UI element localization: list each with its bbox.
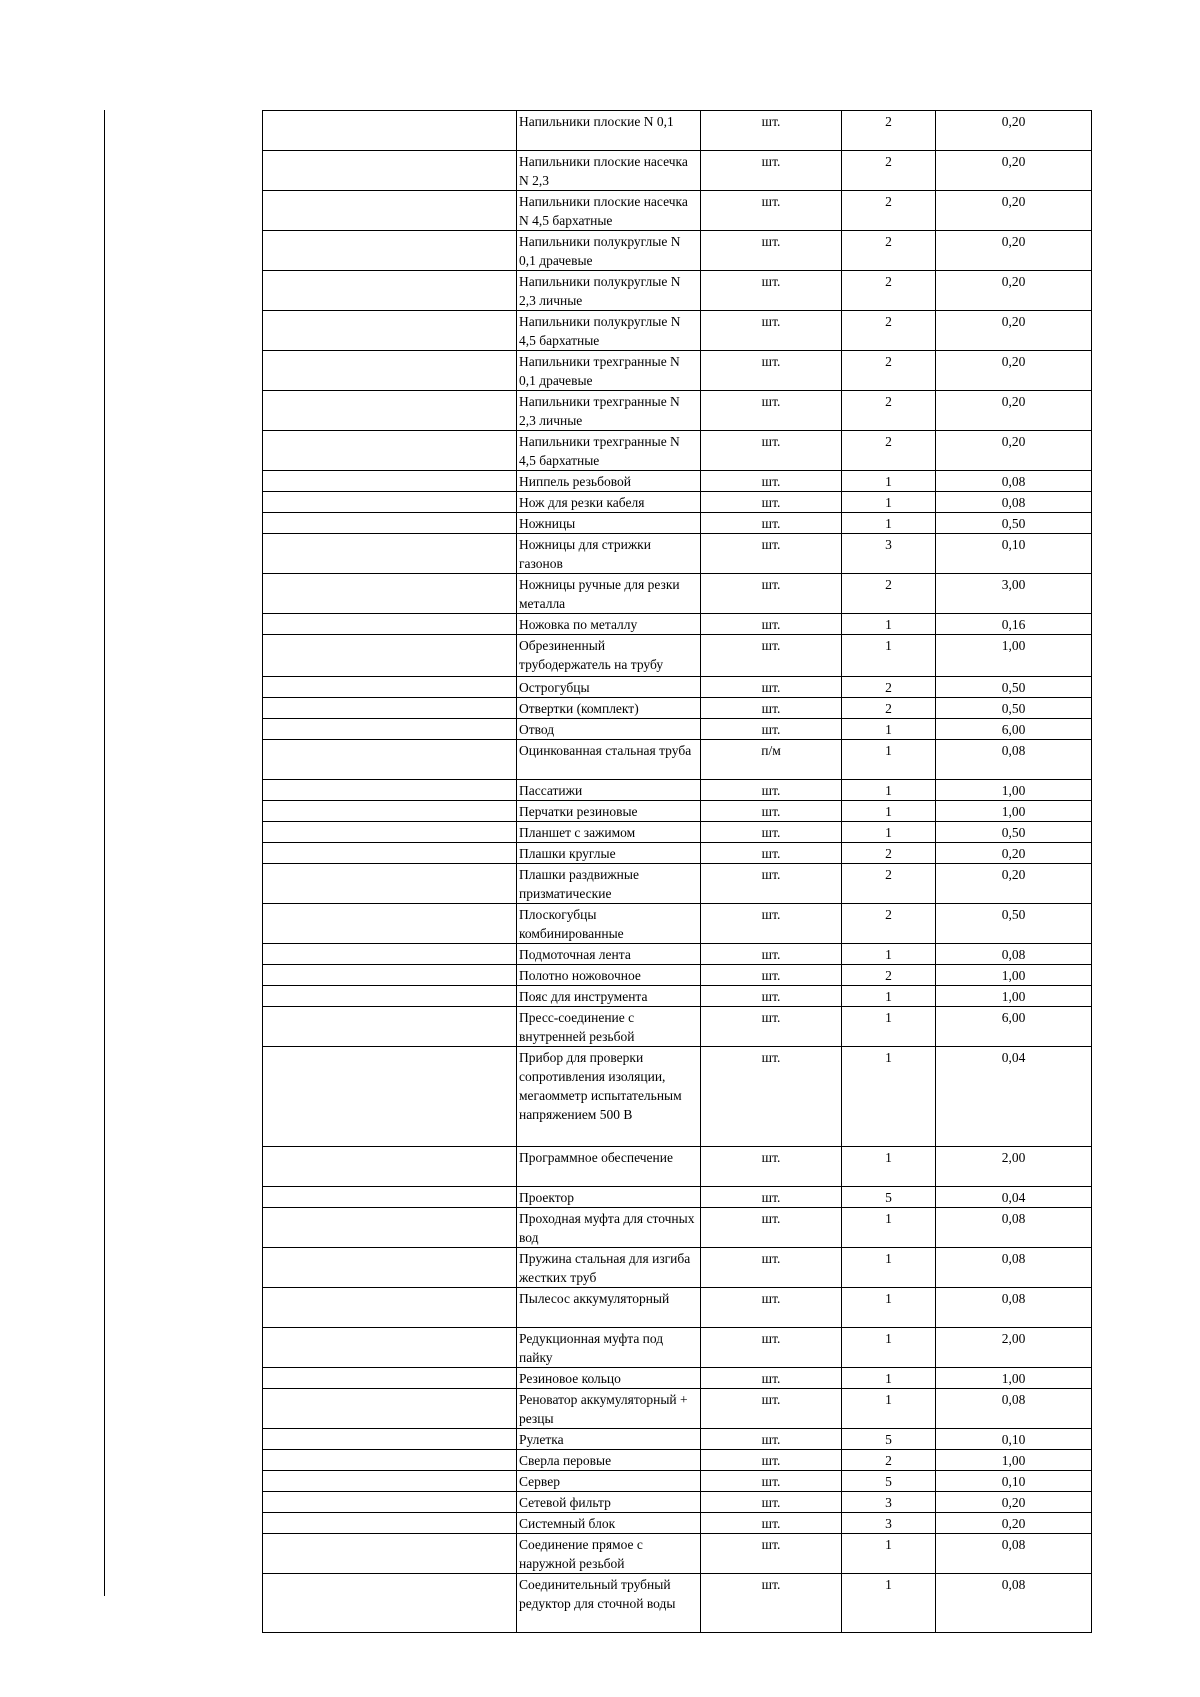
- unit-cell: шт.: [701, 351, 842, 391]
- item-name-cell: Пылесос аккумуляторный: [517, 1288, 701, 1328]
- table-row: [263, 1187, 1092, 1208]
- table-row: [263, 431, 1092, 471]
- value-cell: 0,04: [936, 1187, 1092, 1208]
- table-row: [263, 801, 1092, 822]
- table-row: [263, 1288, 1092, 1328]
- unit-cell: шт.: [701, 311, 842, 351]
- quantity-cell: 2: [842, 111, 936, 151]
- item-name-cell: Проектор: [517, 1187, 701, 1208]
- table-row: [263, 698, 1092, 719]
- value-cell: 0,20: [936, 271, 1092, 311]
- item-name-cell: Острогубцы: [517, 677, 701, 698]
- value-cell: 0,50: [936, 677, 1092, 698]
- item-name-cell: Программное обеспечение: [517, 1147, 701, 1187]
- table-row: [263, 351, 1092, 391]
- unit-cell: шт.: [701, 1288, 842, 1328]
- item-name-cell: Пресс-соединение с внутренней резьбой: [517, 1007, 701, 1047]
- row-blank-cell: [263, 1007, 517, 1047]
- unit-cell: шт.: [701, 471, 842, 492]
- row-blank-cell: [263, 677, 517, 698]
- unit-cell: шт.: [701, 843, 842, 864]
- table-row: [263, 513, 1092, 534]
- unit-cell: шт.: [701, 1574, 842, 1633]
- row-blank-cell: [263, 271, 517, 311]
- value-cell: 0,20: [936, 843, 1092, 864]
- value-cell: 0,10: [936, 1471, 1092, 1492]
- item-name-cell: Напильники плоские N 0,1: [517, 111, 701, 151]
- value-cell: 0,20: [936, 231, 1092, 271]
- row-blank-cell: [263, 1147, 517, 1187]
- quantity-cell: 1: [842, 1147, 936, 1187]
- value-cell: 0,20: [936, 311, 1092, 351]
- row-blank-cell: [263, 965, 517, 986]
- table-row: [263, 1492, 1092, 1513]
- quantity-cell: 1: [842, 944, 936, 965]
- quantity-cell: 1: [842, 614, 936, 635]
- quantity-cell: 1: [842, 1368, 936, 1389]
- item-name-cell: Отвертки (комплект): [517, 698, 701, 719]
- row-blank-cell: [263, 151, 517, 191]
- row-blank-cell: [263, 1368, 517, 1389]
- unit-cell: шт.: [701, 698, 842, 719]
- value-cell: 0,08: [936, 1288, 1092, 1328]
- table-row: [263, 822, 1092, 843]
- value-cell: 0,20: [936, 1492, 1092, 1513]
- value-cell: 0,08: [936, 944, 1092, 965]
- value-cell: 0,16: [936, 614, 1092, 635]
- quantity-cell: 5: [842, 1429, 936, 1450]
- unit-cell: шт.: [701, 1007, 842, 1047]
- quantity-cell: 5: [842, 1187, 936, 1208]
- item-name-cell: Пружина стальная для изгиба жестких труб: [517, 1248, 701, 1288]
- unit-cell: шт.: [701, 1534, 842, 1574]
- unit-cell: шт.: [701, 1208, 842, 1248]
- table-row: [263, 1513, 1092, 1534]
- item-name-cell: Сервер: [517, 1471, 701, 1492]
- row-blank-cell: [263, 1288, 517, 1328]
- table-row: [263, 471, 1092, 492]
- table-row: [263, 635, 1092, 677]
- value-cell: 0,20: [936, 391, 1092, 431]
- value-cell: 0,04: [936, 1047, 1092, 1147]
- quantity-cell: 1: [842, 1208, 936, 1248]
- value-cell: 0,08: [936, 492, 1092, 513]
- table-row: [263, 111, 1092, 151]
- table-row: [263, 1248, 1092, 1288]
- quantity-cell: 3: [842, 534, 936, 574]
- quantity-cell: 1: [842, 1328, 936, 1368]
- unit-cell: шт.: [701, 719, 842, 740]
- table-row: [263, 780, 1092, 801]
- value-cell: 0,20: [936, 864, 1092, 904]
- unit-cell: шт.: [701, 111, 842, 151]
- row-blank-cell: [263, 614, 517, 635]
- table-row: [263, 719, 1092, 740]
- table-row: [263, 1471, 1092, 1492]
- item-name-cell: Напильники трехгранные N 4,5 бархатные: [517, 431, 701, 471]
- value-cell: 1,00: [936, 780, 1092, 801]
- quantity-cell: 2: [842, 431, 936, 471]
- item-name-cell: Резиновое кольцо: [517, 1368, 701, 1389]
- item-name-cell: Оцинкованная стальная труба: [517, 740, 701, 780]
- quantity-cell: 2: [842, 864, 936, 904]
- value-cell: 0,20: [936, 431, 1092, 471]
- row-blank-cell: [263, 1187, 517, 1208]
- value-cell: 1,00: [936, 986, 1092, 1007]
- value-cell: 0,50: [936, 513, 1092, 534]
- quantity-cell: 1: [842, 740, 936, 780]
- unit-cell: шт.: [701, 801, 842, 822]
- quantity-cell: 3: [842, 1513, 936, 1534]
- unit-cell: шт.: [701, 513, 842, 534]
- unit-cell: шт.: [701, 492, 842, 513]
- unit-cell: шт.: [701, 986, 842, 1007]
- table-row: [263, 614, 1092, 635]
- row-blank-cell: [263, 822, 517, 843]
- unit-cell: шт.: [701, 1471, 842, 1492]
- row-blank-cell: [263, 111, 517, 151]
- quantity-cell: 1: [842, 1047, 936, 1147]
- item-name-cell: Плашки раздвижные призматические: [517, 864, 701, 904]
- table-row: [263, 311, 1092, 351]
- quantity-cell: 2: [842, 965, 936, 986]
- value-cell: 0,08: [936, 1248, 1092, 1288]
- quantity-cell: 1: [842, 1534, 936, 1574]
- table-row: [263, 574, 1092, 614]
- value-cell: 0,50: [936, 904, 1092, 944]
- unit-cell: шт.: [701, 1047, 842, 1147]
- value-cell: 0,10: [936, 534, 1092, 574]
- item-name-cell: Пассатижи: [517, 780, 701, 801]
- value-cell: 1,00: [936, 1368, 1092, 1389]
- row-blank-cell: [263, 351, 517, 391]
- row-blank-cell: [263, 864, 517, 904]
- value-cell: 0,50: [936, 698, 1092, 719]
- item-name-cell: Редукционная муфта под пайку: [517, 1328, 701, 1368]
- quantity-cell: 2: [842, 843, 936, 864]
- row-blank-cell: [263, 986, 517, 1007]
- unit-cell: шт.: [701, 1248, 842, 1288]
- quantity-cell: 2: [842, 904, 936, 944]
- value-cell: 6,00: [936, 1007, 1092, 1047]
- unit-cell: шт.: [701, 191, 842, 231]
- value-cell: 3,00: [936, 574, 1092, 614]
- unit-cell: шт.: [701, 574, 842, 614]
- quantity-cell: 2: [842, 191, 936, 231]
- unit-cell: шт.: [701, 1368, 842, 1389]
- row-blank-cell: [263, 1389, 517, 1429]
- row-blank-cell: [263, 1534, 517, 1574]
- row-blank-cell: [263, 635, 517, 677]
- unit-cell: шт.: [701, 1147, 842, 1187]
- table-row: [263, 391, 1092, 431]
- value-cell: 0,20: [936, 111, 1092, 151]
- inventory-table: [262, 110, 1092, 1633]
- unit-cell: шт.: [701, 431, 842, 471]
- unit-cell: шт.: [701, 864, 842, 904]
- quantity-cell: 2: [842, 271, 936, 311]
- item-name-cell: Сетевой фильтр: [517, 1492, 701, 1513]
- table-row: [263, 1328, 1092, 1368]
- quantity-cell: 2: [842, 574, 936, 614]
- table-row: [263, 740, 1092, 780]
- row-blank-cell: [263, 801, 517, 822]
- table-row: [263, 677, 1092, 698]
- table-row: [263, 1007, 1092, 1047]
- table-row: [263, 534, 1092, 574]
- value-cell: 2,00: [936, 1147, 1092, 1187]
- unit-cell: шт.: [701, 271, 842, 311]
- item-name-cell: Напильники полукруглые N 4,5 бархатные: [517, 311, 701, 351]
- quantity-cell: 1: [842, 1288, 936, 1328]
- row-blank-cell: [263, 843, 517, 864]
- item-name-cell: Напильники трехгранные N 2,3 личные: [517, 391, 701, 431]
- quantity-cell: 1: [842, 1574, 936, 1633]
- unit-cell: шт.: [701, 965, 842, 986]
- unit-cell: шт.: [701, 1389, 842, 1429]
- row-blank-cell: [263, 1328, 517, 1368]
- value-cell: 0,20: [936, 151, 1092, 191]
- row-blank-cell: [263, 311, 517, 351]
- item-name-cell: Пояс для инструмента: [517, 986, 701, 1007]
- unit-cell: шт.: [701, 1450, 842, 1471]
- quantity-cell: 2: [842, 698, 936, 719]
- unit-cell: шт.: [701, 1429, 842, 1450]
- item-name-cell: Подмоточная лента: [517, 944, 701, 965]
- quantity-cell: 2: [842, 677, 936, 698]
- value-cell: 0,08: [936, 1208, 1092, 1248]
- table-row: [263, 944, 1092, 965]
- value-cell: 0,08: [936, 1574, 1092, 1633]
- unit-cell: шт.: [701, 534, 842, 574]
- table-row: [263, 271, 1092, 311]
- value-cell: 0,08: [936, 1389, 1092, 1429]
- row-blank-cell: [263, 1450, 517, 1471]
- row-blank-cell: [263, 780, 517, 801]
- row-blank-cell: [263, 231, 517, 271]
- item-name-cell: Ниппель резьбовой: [517, 471, 701, 492]
- row-blank-cell: [263, 1248, 517, 1288]
- item-name-cell: Ножницы для стрижки газонов: [517, 534, 701, 574]
- table-row: [263, 1534, 1092, 1574]
- item-name-cell: Ножовка по металлу: [517, 614, 701, 635]
- unit-cell: шт.: [701, 614, 842, 635]
- row-blank-cell: [263, 1429, 517, 1450]
- table-row: [263, 1389, 1092, 1429]
- row-blank-cell: [263, 513, 517, 534]
- table-row: [263, 1450, 1092, 1471]
- item-name-cell: Реноватор аккумуляторный + резцы: [517, 1389, 701, 1429]
- unit-cell: шт.: [701, 635, 842, 677]
- item-name-cell: Напильники полукруглые N 2,3 личные: [517, 271, 701, 311]
- item-name-cell: Напильники трехгранные N 0,1 драчевые: [517, 351, 701, 391]
- table-row: [263, 986, 1092, 1007]
- item-name-cell: Плоскогубцы комбинированные: [517, 904, 701, 944]
- quantity-cell: 1: [842, 1007, 936, 1047]
- value-cell: 0,20: [936, 1513, 1092, 1534]
- item-name-cell: Сверла перовые: [517, 1450, 701, 1471]
- row-blank-cell: [263, 1047, 517, 1147]
- value-cell: 0,08: [936, 740, 1092, 780]
- row-blank-cell: [263, 719, 517, 740]
- item-name-cell: Ножницы ручные для резки металла: [517, 574, 701, 614]
- row-blank-cell: [263, 1208, 517, 1248]
- value-cell: 0,08: [936, 1534, 1092, 1574]
- item-name-cell: Планшет с зажимом: [517, 822, 701, 843]
- value-cell: 1,00: [936, 801, 1092, 822]
- quantity-cell: 1: [842, 801, 936, 822]
- row-blank-cell: [263, 391, 517, 431]
- quantity-cell: 1: [842, 492, 936, 513]
- value-cell: 0,10: [936, 1429, 1092, 1450]
- table-row: [263, 1368, 1092, 1389]
- row-blank-cell: [263, 1513, 517, 1534]
- item-name-cell: Соединение прямое с наружной резьбой: [517, 1534, 701, 1574]
- unit-cell: шт.: [701, 151, 842, 191]
- unit-cell: шт.: [701, 1328, 842, 1368]
- table-row: [263, 1147, 1092, 1187]
- unit-cell: шт.: [701, 1187, 842, 1208]
- item-name-cell: Полотно ножовочное: [517, 965, 701, 986]
- table-row: [263, 1429, 1092, 1450]
- table-row: [263, 864, 1092, 904]
- row-blank-cell: [263, 944, 517, 965]
- item-name-cell: Рулетка: [517, 1429, 701, 1450]
- table-row: [263, 1574, 1092, 1633]
- quantity-cell: 2: [842, 231, 936, 271]
- table-row: [263, 843, 1092, 864]
- value-cell: 1,00: [936, 1450, 1092, 1471]
- row-blank-cell: [263, 534, 517, 574]
- row-blank-cell: [263, 740, 517, 780]
- unit-cell: шт.: [701, 1492, 842, 1513]
- value-cell: 1,00: [936, 635, 1092, 677]
- table-row: [263, 965, 1092, 986]
- table-row: [263, 492, 1092, 513]
- value-cell: 2,00: [936, 1328, 1092, 1368]
- item-name-cell: Нож для резки кабеля: [517, 492, 701, 513]
- quantity-cell: 2: [842, 1450, 936, 1471]
- item-name-cell: Перчатки резиновые: [517, 801, 701, 822]
- unit-cell: шт.: [701, 677, 842, 698]
- row-blank-cell: [263, 904, 517, 944]
- quantity-cell: 2: [842, 311, 936, 351]
- row-blank-cell: [263, 191, 517, 231]
- quantity-cell: 3: [842, 1492, 936, 1513]
- row-blank-cell: [263, 431, 517, 471]
- table-row: [263, 1047, 1092, 1147]
- item-name-cell: Плашки круглые: [517, 843, 701, 864]
- quantity-cell: 1: [842, 635, 936, 677]
- unit-cell: п/м: [701, 740, 842, 780]
- row-blank-cell: [263, 492, 517, 513]
- unit-cell: шт.: [701, 231, 842, 271]
- quantity-cell: 1: [842, 822, 936, 843]
- item-name-cell: Напильники полукруглые N 0,1 драчевые: [517, 231, 701, 271]
- unit-cell: шт.: [701, 780, 842, 801]
- item-name-cell: Ножницы: [517, 513, 701, 534]
- item-name-cell: Прибор для проверки сопротивления изоляции, мегаомметр испытательным напряжением 500 В: [517, 1047, 701, 1147]
- unit-cell: шт.: [701, 822, 842, 843]
- table-row: [263, 231, 1092, 271]
- row-blank-cell: [263, 471, 517, 492]
- row-blank-cell: [263, 1574, 517, 1633]
- table-row: [263, 151, 1092, 191]
- left-margin-rule: [104, 110, 105, 1596]
- value-cell: 0,50: [936, 822, 1092, 843]
- quantity-cell: 2: [842, 351, 936, 391]
- item-name-cell: Проходная муфта для сточных вод: [517, 1208, 701, 1248]
- quantity-cell: 1: [842, 780, 936, 801]
- unit-cell: шт.: [701, 1513, 842, 1534]
- quantity-cell: 1: [842, 986, 936, 1007]
- unit-cell: шт.: [701, 944, 842, 965]
- quantity-cell: 2: [842, 391, 936, 431]
- quantity-cell: 1: [842, 719, 936, 740]
- value-cell: 0,20: [936, 191, 1092, 231]
- row-blank-cell: [263, 574, 517, 614]
- row-blank-cell: [263, 1492, 517, 1513]
- value-cell: 1,00: [936, 965, 1092, 986]
- table-row: [263, 904, 1092, 944]
- item-name-cell: Обрезиненный трубодержатель на трубу: [517, 635, 701, 677]
- quantity-cell: 1: [842, 1389, 936, 1429]
- row-blank-cell: [263, 1471, 517, 1492]
- item-name-cell: Отвод: [517, 719, 701, 740]
- quantity-cell: 1: [842, 1248, 936, 1288]
- row-blank-cell: [263, 698, 517, 719]
- value-cell: 0,08: [936, 471, 1092, 492]
- value-cell: 6,00: [936, 719, 1092, 740]
- quantity-cell: 1: [842, 471, 936, 492]
- quantity-cell: 1: [842, 513, 936, 534]
- unit-cell: шт.: [701, 391, 842, 431]
- value-cell: 0,20: [936, 351, 1092, 391]
- table-row: [263, 191, 1092, 231]
- quantity-cell: 5: [842, 1471, 936, 1492]
- inventory-table-body: [263, 111, 1092, 1633]
- item-name-cell: Напильники плоские насечка N 4,5 бархатные: [517, 191, 701, 231]
- item-name-cell: Соединительный трубный редуктор для сточной воды: [517, 1574, 701, 1633]
- item-name-cell: Системный блок: [517, 1513, 701, 1534]
- item-name-cell: Напильники плоские насечка N 2,3: [517, 151, 701, 191]
- table-row: [263, 1208, 1092, 1248]
- unit-cell: шт.: [701, 904, 842, 944]
- quantity-cell: 2: [842, 151, 936, 191]
